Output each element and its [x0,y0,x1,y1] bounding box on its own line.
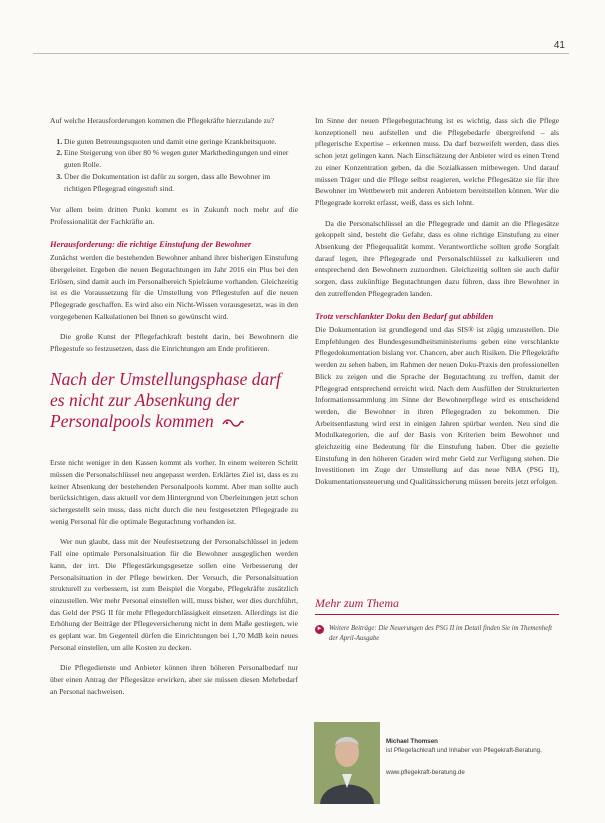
right-column [315,115,559,497]
intro-text: Auf welche Herausforderungen kommen die Pflegekräfte hierzulande zu? [50,116,275,125]
author-website-link[interactable]: www.pflegekraft-beratung.de [386,769,465,777]
author-photo [314,722,380,804]
paragraph: Vor allem beim dritten Punkt kommt es in Zukunft noch mehr auf die Professionalität der Fachkräfte an. [50,205,298,226]
author-bio [386,738,561,778]
pull-quote-text: Nach der Umstellungsphase darf es nicht zur Absenkung der Personalpools kommen [50,368,281,431]
paragraph: Zunächst werden die bestehenden Bewohner anhand ihrer bisherigen Einstufung übergeleitet. Ergeben die neuen Begutachtungen im Jahr 2016 ein Plus bei den Erlösen, sind damit auch im Personalbereich Spielräume vorhanden. Gleichzeitig ist es die Voraussetzung für die Umstellung von Pflegestufen auf die neuen Pflegegrade geschaffen. Es wird also ein Nicht-Wissen vorausgesetzt, was in den vorgegebenen Kalkulationen bei Ihnen so gewünscht wird. [50,253,298,321]
pull-quote [50,369,298,433]
page-number: 41 [553,40,565,51]
related-link[interactable] [315,624,559,644]
author-description: ist Pflegefachkraft und Inhaber von Pflegekraft-Beratung. [386,746,542,754]
paragraph: Die Pflegedienste und Anbieter können ihren höheren Personalbedarf nur über einen Antrag der Pflegesätze erwirken, aber sie müssen diesen Mehrbedarf an Personal nachweisen. [50,663,298,696]
list-item: 1. Die guten Betreuungsquoten und damit eine geringe Krankheitsquote. [64,136,298,148]
paragraph: Da die Personalschlüssel an die Pflegegrade und damit an die Pflegesätze gekoppelt sind, besteht die Gefahr, dass es ohne richtige Einstufung zu einer Absenkung der Pflegequalität kommt. Verantwortliche sollten große Sorgfalt darauf legen, ihre Pflegegrade und Personalschlüssel zu kalkulieren und entsprechend den Bewohnern zuzuordnen. Gleichzeitig sollten sie auch dafür sorgen, dass zukünftige Begutachtungen dazu führen, dass ihre Bewohner in den zutreffenden Pflegegraden landen. [315,218,559,298]
sidebar-heading: Mehr zum Thema [315,596,559,615]
arrow-right-icon: ► [316,626,323,632]
list-item: 3. Über die Dokumentation ist dafür zu sorgen, dass alle Bewohner im richtigen Pflegegrad eingestuft sind. [64,171,298,194]
paragraph: Im Sinne der neuen Pflegebegutachtung ist es wichtig, dass sich die Pflege konzeptionell neu aufstellen und die Pflegebedarfe übergreifend – als pflegerische Expertise – erkennen muss. Da darf bezweifelt werden, dass dies schon jetzt gelingen kann. Nach Einschätzung der Anbieter wird es einen Trend zu einer Konzentration geben, da die Sozialkassen mitbewegen. Und darauf müssen Träger und die Pflege selbst reagieren, welche Pflegesätze sie für ihre Bewohner im Wettbewerb mit anderen Anbietern bereitstellen können. Wer die Pflegegrade korrekt erfasst, weiß, dass es sich lohnt. [315,116,559,207]
paragraph: Wer nun glaubt, dass mit der Neufestsetzung der Personalschlüssel in jedem Fall eine optimale Personalsituation für die Bewohner ausgeglichen werden kann, der irrt. Die Pflegestärkungsgesetze sollen eine Verbesserung der Personalsituation in der Pflege bewirken. Der Versuch, die Personalsituation strukturell zu verbessern, ist zum Beispiel die Vorgabe, Pflegekräfte zusätzlich einzustellen. Wer mehr Personal einstellen will, muss bisher, wer dies durchführt, das Geld der PSG II für mehr Pflegedurchlässigkeit einsetzen. Allerdings ist die Erhöhung der Beiträge der Pflegeversicherung nicht in dem Maße gestiegen, wie es geplant war. Im Gegenteil dürfen die Einrichtungen bei 1,70 MdB kein neues Personal einstellen, um alle Kosten zu decken. [50,537,298,652]
list-item: 2. Eine Steigerung von über 80 % wegen guter Marktbedingungen und einer guten Rolle. [64,147,298,170]
related-link-text: Weitere Beiträge: Die Neuerungen des PSG II im Detail finden Sie im Themenheft der April-Ausgabe [329,625,552,642]
paragraph: Die Dokumentation ist grundlegend und das SIS® ist zügig umzustellen. Die Empfehlungen des Bundesgesundheitsministeriums geben eine verschlankte Pflegedokumentation bislang vor. Chancen, aber auch Risiken. Die Pflegekräfte werden zu sehen haben, im Rahmen der neuen Doku-Praxis den professionellen Blick zu zeigen und die Sprache der Begutachtung zu treffen, damit der Pflegegrad entsprechend erreicht wird. Nach dem Ausfüllen der Strukturierten Informationssammlung im Sinne der Bewohnerpflege wird es entscheidend werden, die Bewohner in ihren Pflegegraden zu bekommen. Die Arbeitsentlastung wird erst in einigen Jahren spürbar werden. Neu sind die Modulkategorien, die auf der Basis von Kriterien beim Bewohner und gleichzeitig eine Bedeutung für die Einstufung haben. Über die gezielte Einstufung in den höheren Graden wird mehr Geld zur Verfügung stehen. Die Investitionen im Zuge der Umstellung auf das neue NBA (PSG II), Dokumentationssteuerung und Qualitätssicherung müssen bereits jetzt erfolgen. [315,325,559,487]
paragraph: Die große Kunst der Pflegefachkraft besteht darin, bei Bewohnern die Pflegestufe so festzusetzen, dass die Einrichtungen am Ende profitieren. [50,332,298,354]
challenge-list [50,136,298,195]
paragraph: Erste nicht weniger in den Kassen kommt als vorher. In einem weiteren Schritt müssen die Personalschlüssel neu angepasst werden. Erklärtes Ziel ist, dass es zu keiner Absenkung der bestehenden Personalpools kommt. Aber man sollte auch berücksichtigen, dass aktuell vor dem Hintergrund von Überleitungen jetzt schon sichergestellt sein muss, dass nicht durch die neu festgesetzten Pflegegrade zu wenig Personal für die optimale Begutachtung vorhanden ist. [50,458,298,526]
left-column [50,115,298,707]
header-rule [33,53,569,54]
author-name: Michael Thomsen [386,738,438,745]
section-heading: Herausforderung: die richtige Einstufung der Bewohner [50,238,252,249]
section-heading: Trotz verschlankter Doku den Bedarf gut abbilden [315,310,494,321]
flourish-icon [222,412,244,433]
